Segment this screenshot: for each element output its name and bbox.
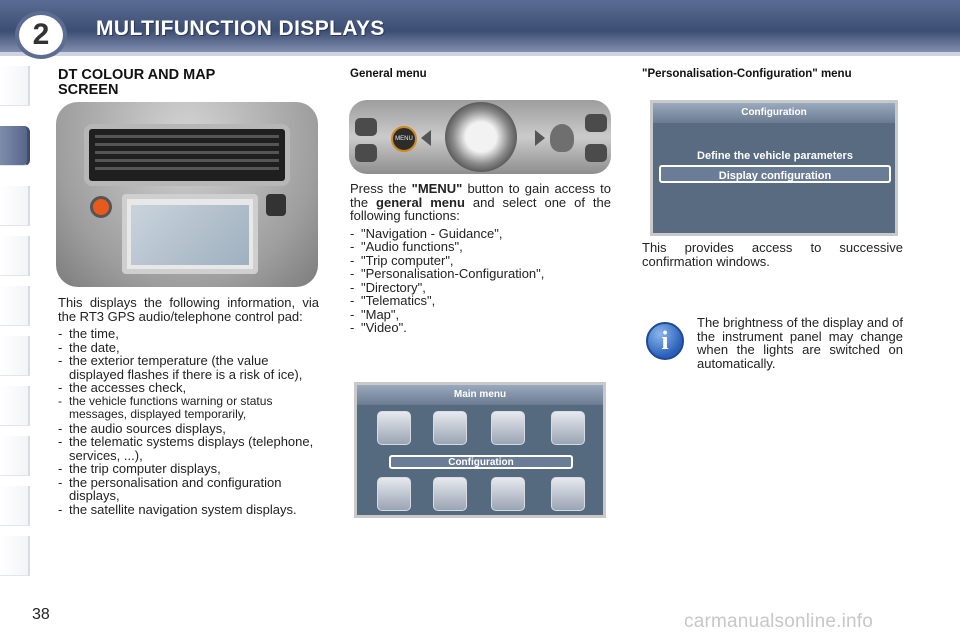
left-list-item: - the accesses check, — [58, 381, 319, 395]
map-icon — [491, 477, 525, 511]
directory-icon — [551, 411, 585, 445]
chapter-number-badge: 2 — [15, 11, 67, 59]
instruction-part-2: button to gain access to the — [350, 181, 611, 210]
general-menu-label: general menu — [376, 194, 465, 210]
arrow-right-icon — [535, 130, 545, 146]
pad-side-button — [585, 114, 607, 132]
right-description: This provides access to successive confirmation windows. — [642, 240, 903, 269]
page-number: 38 — [32, 606, 50, 623]
chapter-tab-6[interactable] — [0, 336, 30, 376]
chapter-tab-2-active[interactable] — [0, 126, 30, 166]
middle-heading-wrap — [350, 68, 610, 81]
configuration-screen-image — [650, 100, 898, 236]
hazard-button-icon — [90, 196, 112, 218]
dashboard-knob-icon — [266, 194, 286, 216]
chapter-tab-8[interactable] — [0, 436, 30, 476]
menu-function-item: - "Trip computer", — [350, 254, 611, 268]
chapter-tab-4[interactable] — [0, 236, 30, 276]
arrow-left-icon — [421, 130, 431, 146]
chapter-tab-9[interactable] — [0, 486, 30, 526]
brand-logo-icon — [550, 124, 574, 152]
left-intro: This displays the following information, via the RT3 GPS audio/telephone control pad: — [58, 295, 319, 324]
menu-function-item: - "Personalisation-Configuration", — [350, 267, 611, 281]
config-screen-title: Configuration — [653, 103, 895, 123]
left-list-item: - the time, — [58, 327, 319, 341]
chapter-tab-7[interactable] — [0, 386, 30, 426]
air-vent — [84, 124, 290, 186]
pad-side-button — [355, 118, 377, 136]
menu-button-icon: MENU — [391, 126, 417, 152]
general-menu-function-list — [350, 227, 611, 335]
main-menu-selected-item: Configuration — [389, 455, 573, 469]
left-list-item: - the personalisation and configuration displays, — [58, 476, 319, 503]
telematics-icon — [377, 477, 411, 511]
middle-column-text — [350, 182, 611, 335]
chapter-tab-5[interactable] — [0, 286, 30, 326]
header-divider — [0, 52, 960, 56]
instruction-part-1: Press the — [350, 181, 407, 196]
menu-function-item: - "Telematics", — [350, 294, 611, 308]
section-heading-dt-screen: DT COLOUR AND MAP SCREEN — [58, 67, 216, 98]
control-pad-image — [349, 100, 611, 174]
colour-map-display — [122, 194, 258, 274]
left-column-text — [58, 296, 319, 516]
menu-function-item: - "Audio functions", — [350, 240, 611, 254]
chapter-tabs — [0, 66, 34, 576]
menu-function-item: - "Directory", — [350, 281, 611, 295]
info-icon: i — [646, 322, 684, 360]
left-column-heading-wrap — [58, 68, 258, 98]
left-list-item: - the vehicle functions warning or status messages, displayed temporarily, — [58, 395, 319, 422]
brightness-note: The brightness of the display and of the instrument panel may change when the lights are switched on automatically. — [697, 315, 903, 371]
left-list-item: - the date, — [58, 341, 319, 355]
instruction-part-3: and select one of the following functions: — [350, 194, 611, 223]
chapter-tab-1[interactable] — [0, 66, 30, 106]
chapter-tab-10[interactable] — [0, 536, 30, 576]
config-item-vehicle-params: Define the vehicle parameters — [697, 150, 853, 162]
menu-function-item: - "Navigation - Guidance", — [350, 227, 611, 241]
left-list-item: - the trip computer displays, — [58, 462, 319, 476]
left-list-item: - the telematic systems displays (telephone, services, ...), — [58, 435, 319, 462]
left-list-item: - the satellite navigation system displays. — [58, 503, 319, 517]
trip-computer-icon — [491, 411, 525, 445]
left-feature-list — [58, 327, 319, 516]
right-heading-wrap — [642, 68, 902, 81]
config-item-display: Display configuration — [659, 165, 891, 183]
configuration-icon — [433, 477, 467, 511]
menu-function-item: - "Map", — [350, 308, 611, 322]
navigation-icon — [377, 411, 411, 445]
watermark: carmanualsonline.info — [684, 611, 874, 632]
audio-icon — [433, 411, 467, 445]
dashboard-screen-image — [56, 102, 318, 287]
pad-side-button — [585, 144, 607, 162]
rotary-dial-icon — [445, 102, 517, 172]
section-heading-general-menu: General menu — [350, 68, 427, 80]
video-icon — [551, 477, 585, 511]
right-column-text — [642, 241, 903, 268]
menu-key-label: "MENU" — [411, 181, 463, 196]
menu-function-item: - "Video". — [350, 321, 611, 335]
left-list-item: - the audio sources displays, — [58, 422, 319, 436]
main-menu-screen-image — [354, 382, 606, 518]
middle-instruction — [350, 182, 611, 223]
section-heading-personalisation: "Personalisation-Configuration" menu — [642, 68, 852, 80]
left-list-item: - the exterior temperature (the value displayed flashes if there is a risk of ice), — [58, 354, 319, 381]
main-menu-title: Main menu — [357, 385, 603, 405]
chapter-tab-3[interactable] — [0, 186, 30, 226]
pad-side-button — [355, 144, 377, 162]
chapter-title: MULTIFUNCTION DISPLAYS — [96, 17, 385, 40]
note-wrap — [697, 316, 903, 370]
